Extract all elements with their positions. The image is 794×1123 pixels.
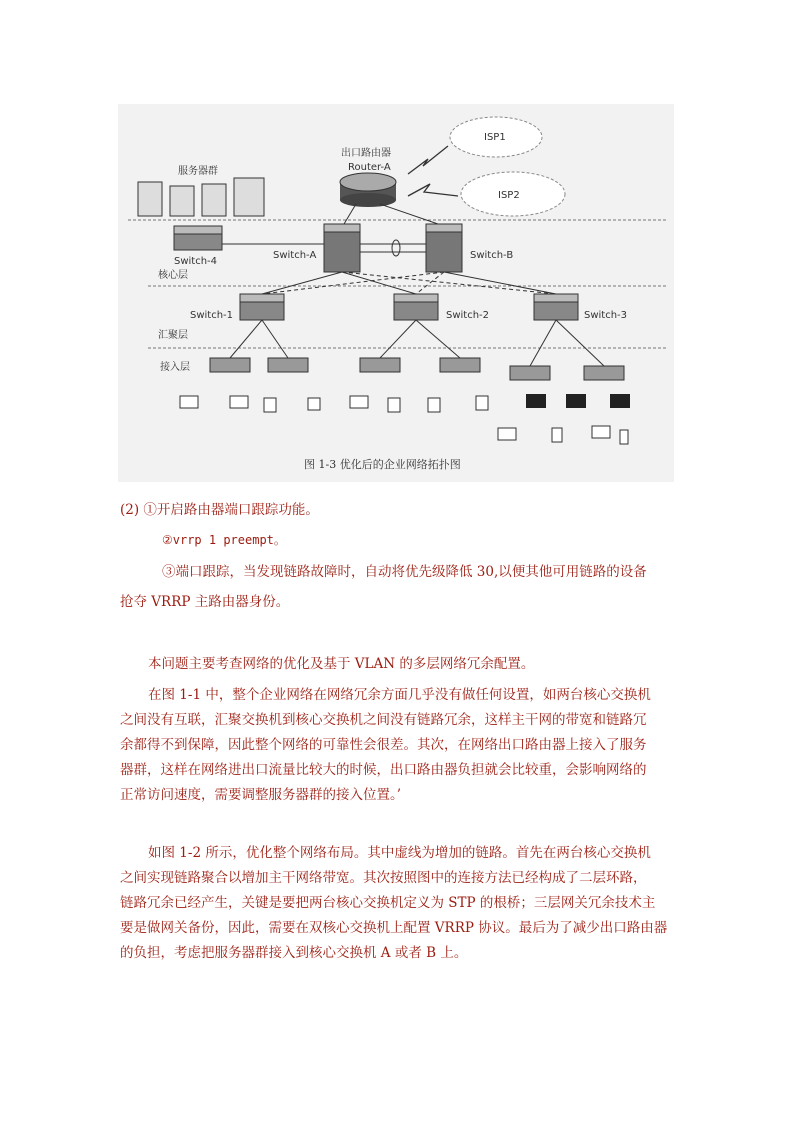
switch3-label: Switch-3 bbox=[584, 310, 628, 321]
agg-layer-label: 汇聚层 bbox=[158, 330, 188, 341]
access-switch-icon bbox=[210, 358, 624, 380]
answer-item-1: (2) ①开启路由器端口跟踪功能。 bbox=[120, 502, 319, 518]
analysis-paragraph-1: 本问题主要考查网络的优化及基于 VLAN 的多层网络冗余配置。 bbox=[148, 656, 535, 672]
paragraph-3-line: 要是做网关备份，因此，需要在双核心交换机上配置 VRRP 协议。最后为了减少出口路由器 bbox=[120, 920, 668, 936]
analysis-paragraph-2 bbox=[120, 683, 676, 808]
wireless-ap-icon bbox=[526, 394, 630, 408]
switch-b-label: Switch-B bbox=[470, 250, 514, 261]
switch-b-icon bbox=[426, 224, 462, 272]
end-device-icon bbox=[180, 396, 628, 444]
paragraph-3-line: 如图 1-2 所示，优化整个网络布局。其中虚线为增加的链路。首先在两台核心交换机 bbox=[148, 845, 651, 861]
isp1-link bbox=[408, 146, 448, 174]
switch2-icon bbox=[394, 294, 438, 320]
paragraph-2-line: 在图 1-1 中，整个企业网络在网络冗余方面几乎没有做任何设置，如两台核心交换机 bbox=[148, 687, 651, 703]
network-topology-figure bbox=[118, 104, 674, 482]
server-group-icon bbox=[138, 178, 264, 216]
analysis-paragraph-3 bbox=[120, 841, 676, 966]
core-layer-label: 核心层 bbox=[158, 270, 188, 281]
paragraph-2-line: 器群，这样在网络进出口流量比较大的时候，出口路由器负担就会比较重，会影响网络的 bbox=[120, 762, 647, 778]
switch4-icon bbox=[174, 226, 222, 250]
router-icon bbox=[340, 173, 396, 207]
link-a-s3 bbox=[342, 272, 556, 294]
isp2-label: ISP2 bbox=[498, 190, 520, 201]
link-aggregation-mark bbox=[392, 240, 400, 256]
paragraph-3-line: 之间实现链路聚合以增加主干网络带宽。其次按照图中的连接方法已经构成了二层环路， bbox=[120, 870, 647, 886]
switch1-icon bbox=[240, 294, 284, 320]
switch-a-icon bbox=[324, 224, 360, 272]
switch1-label: Switch-1 bbox=[190, 310, 234, 321]
figure-caption: 图 1-3 优化后的企业网络拓扑图 bbox=[304, 458, 461, 471]
answer-item-3-line-1: ③端口跟踪，当发现链路故障时，自动将优先级降低 30,以便其他可用链路的设备 bbox=[162, 564, 647, 580]
link-b-s3 bbox=[444, 272, 556, 294]
paragraph-2-line: 正常访问速度，需要调整服务器群的接入位置。’ bbox=[120, 787, 402, 803]
paragraph-2-line: 余都得不到保障，因此整个网络的可靠性会很差。其次，在网络出口路由器上接入了服务 bbox=[120, 737, 647, 753]
switch3-icon bbox=[534, 294, 578, 320]
link-a-s1 bbox=[262, 272, 342, 294]
answer-item-3-line-2: 抢夺 VRRP 主路由器身份。 bbox=[120, 594, 290, 610]
isp2-link bbox=[408, 184, 458, 196]
router-title-label: 出口路由器 bbox=[341, 148, 391, 159]
topology-diagram bbox=[118, 104, 674, 482]
switch4-label: Switch-4 bbox=[174, 256, 218, 267]
server-group-label: 服务器群 bbox=[178, 166, 218, 177]
router-name-label: Router-A bbox=[348, 162, 391, 173]
link-router-b bbox=[380, 204, 438, 224]
paragraph-2-line: 之间没有互联，汇聚交换机到核心交换机之间没有链路冗余，这样主干网的带宽和链路冗 bbox=[120, 712, 647, 728]
access-layer-label: 接入层 bbox=[160, 362, 190, 373]
switch2-label: Switch-2 bbox=[446, 310, 490, 321]
isp1-label: ISP1 bbox=[484, 132, 506, 143]
link-router-a bbox=[344, 204, 356, 224]
switch-a-label: Switch-A bbox=[273, 250, 317, 261]
paragraph-3-line: 的负担，考虑把服务器群接入到核心交换机 A 或者 B 上。 bbox=[120, 945, 468, 961]
answer-item-2: ②vrrp 1 preempt。 bbox=[162, 533, 286, 547]
paragraph-3-line: 链路冗余已经产生，关键是要把两台核心交换机定义为 STP 的根桥；三层网关冗余技术主 bbox=[120, 895, 656, 911]
